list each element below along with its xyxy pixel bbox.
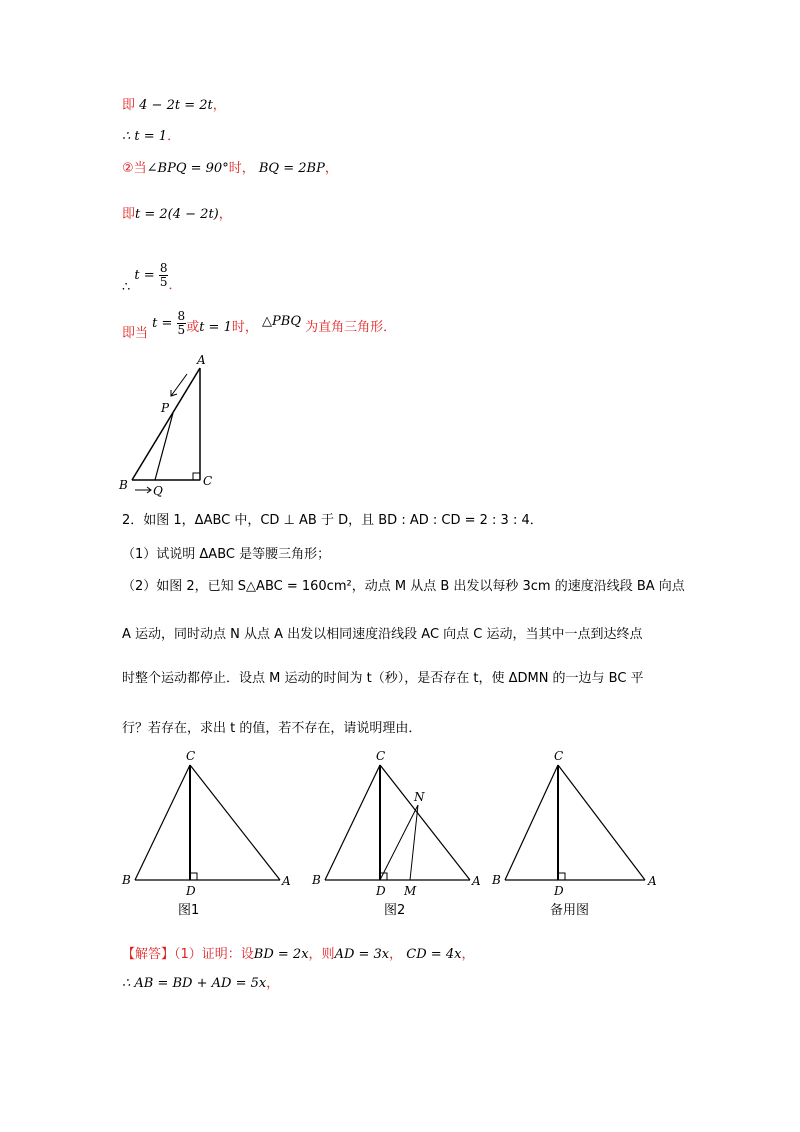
or-word: 或 <box>186 320 200 335</box>
figure-pbq-triangle <box>115 352 225 497</box>
problem-2-part-1: （1）试说明 ΔABC 是等腰三角形； <box>122 547 331 562</box>
vertex-b-label: B <box>119 478 128 492</box>
solution-line-4 <box>122 206 232 224</box>
point-d-label: D <box>376 884 386 898</box>
vertex-b-label: B <box>312 873 321 887</box>
label: ②当 <box>122 161 147 176</box>
equation: AD = 3x <box>334 947 390 962</box>
vertex-a-label: A <box>472 874 481 888</box>
denominator: 5 <box>177 323 186 337</box>
equation: CD = 4x <box>406 947 462 962</box>
conclusion: 为直角三角形． <box>305 320 397 335</box>
punct: ． <box>168 278 182 293</box>
equation: 4 − 2t = 2t <box>139 98 213 113</box>
solution-line-1 <box>122 97 226 115</box>
vertex-c-label: C <box>554 749 564 763</box>
point-p-label: P <box>161 401 170 415</box>
punct: ， <box>218 207 232 222</box>
therefore-symbol: ∴ <box>122 280 131 295</box>
label: 即 <box>122 207 136 222</box>
triangle-name: △PBQ <box>262 314 301 329</box>
numerator: 8 <box>159 261 168 275</box>
equation: BD = 2x <box>253 947 309 962</box>
answer-line-2 <box>122 975 279 993</box>
problem-2-part-2-line-3: 时整个运动都停止．设点 M 运动的时间为 t（秒），是否存在 t，使 ΔDMN 的一边与 BC 平 <box>122 671 644 686</box>
numerator: 8 <box>177 309 186 323</box>
variable: t = <box>152 316 173 331</box>
vertex-a-label: A <box>197 353 206 367</box>
solution-line-2 <box>122 128 180 146</box>
point-d-label: D <box>186 884 196 898</box>
figure-2 <box>310 745 490 920</box>
vertex-c-label: C <box>376 749 386 763</box>
vertex-c-label: C <box>203 474 213 488</box>
solution-line-3 <box>122 160 338 178</box>
fraction <box>177 310 187 337</box>
connector: ，则 <box>308 947 335 962</box>
punct: ， <box>212 98 226 113</box>
point-q-label: Q <box>153 484 163 497</box>
punct: ， <box>461 947 475 962</box>
equation: ∴ t = 1 <box>122 129 168 144</box>
denominator: 5 <box>159 275 168 289</box>
connector: 时， <box>228 161 255 176</box>
label: 即 <box>122 98 136 113</box>
problem-2-part-2-line-4: 行？若存在，求出 t 的值，若不存在，请说明理由． <box>122 721 422 736</box>
angle-condition: ∠BPQ = 90° <box>146 161 229 176</box>
answer-tag: 【解答】 <box>122 947 175 962</box>
equation: BQ = 2BP <box>258 161 325 176</box>
vertex-b-label: B <box>492 873 501 887</box>
punct: ， <box>324 161 338 176</box>
equation: t = 1 <box>199 320 232 335</box>
point-d-label: D <box>554 884 564 898</box>
solution-line-6 <box>122 309 397 341</box>
figure-1 <box>120 745 300 920</box>
variable: t = <box>134 268 155 283</box>
figure-backup <box>490 745 670 920</box>
punct: ． <box>167 129 181 144</box>
vertex-b-label: B <box>122 873 131 887</box>
vertex-c-label: C <box>186 749 196 763</box>
point-n-label: N <box>414 790 425 804</box>
answer-line-1 <box>122 946 474 964</box>
equation: t = 2(4 − 2t) <box>135 207 219 222</box>
figure-caption: 备用图 <box>550 903 590 918</box>
punct: ， <box>389 947 403 962</box>
vertex-a-label: A <box>282 874 291 888</box>
equation: ∴ AB = BD + AD = 5x <box>122 976 267 991</box>
answer-intro: （1）证明：设 <box>174 947 254 962</box>
point-m-label: M <box>404 884 417 898</box>
figure-caption: 图2 <box>384 903 406 918</box>
problem-2-part-2-line-1: （2）如图 2，已知 S△ABC = 160cm²，动点 M 从点 B 出发以每秒 3cm 的速度沿线段 BA 向点 <box>122 579 685 594</box>
label: 即当 <box>122 326 149 341</box>
connector: 时， <box>231 320 258 335</box>
figure-caption: 图1 <box>178 903 200 918</box>
vertex-a-label: A <box>648 874 657 888</box>
problem-2-part-2-line-2: A 运动，同时动点 N 从点 A 出发以相同速度沿线段 AC 向点 C 运动，当其中一点到达终点 <box>122 627 643 642</box>
solution-line-5 <box>122 261 182 295</box>
problem-2-statement: 2．如图 1，ΔABC 中，CD ⊥ AB 于 D，且 BD : AD : CD = 2 : 3 : 4． <box>122 513 543 528</box>
fraction <box>159 262 169 289</box>
punct: ， <box>266 976 280 991</box>
